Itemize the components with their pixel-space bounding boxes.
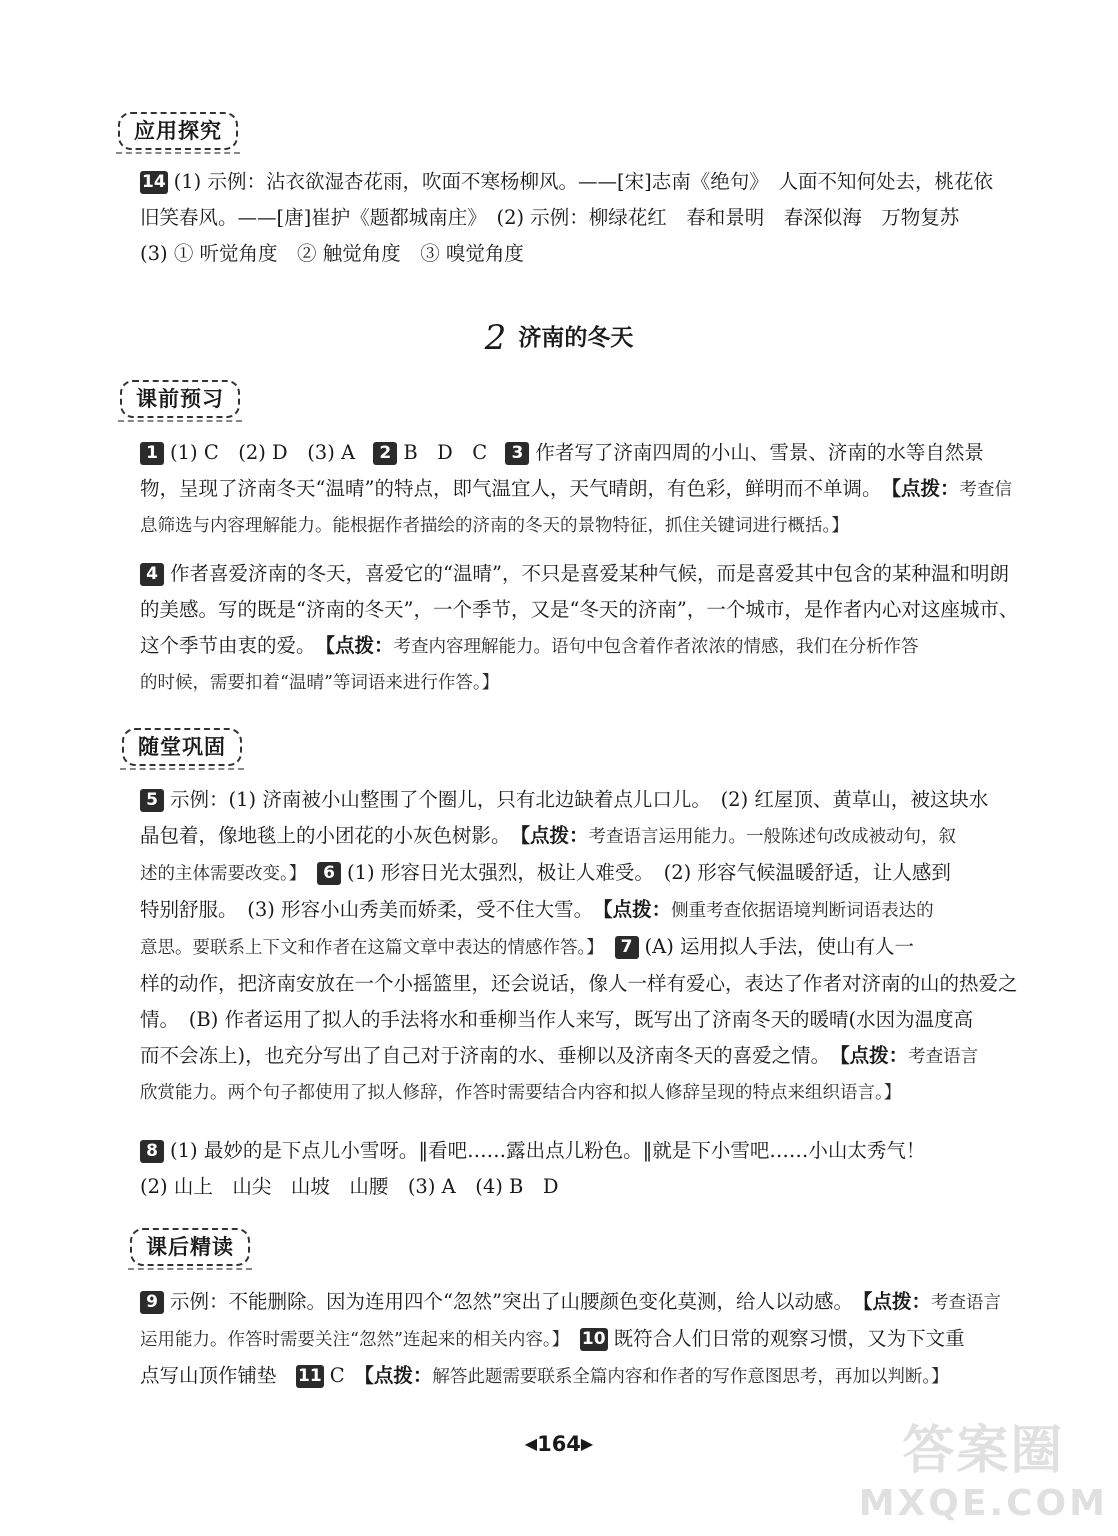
question-number-badge: 8 [140,1140,164,1163]
answer-text: 示例：不能删除。因为连用四个“忽然”突出了山腰颜色变化莫测，给人以动感。 [170,1290,844,1313]
answer-text: 作者喜爱济南的冬天，喜爱它的“温晴”，不只是喜爱某种气候，而是喜爱其中包含的某种温和明朗 [170,562,1009,585]
hint-text: 解答此题需要联系全篇内容和作者的写作意图思考，再加以判断。】 [432,1367,949,1387]
answer-line [140,164,1020,200]
hint-text: 意思。要联系上下文和作者在这篇文章中表达的情感作答。】 [140,938,595,958]
question-number-badge: 6 [317,862,341,885]
answer-text: (1) 示例：沾衣欲湿杏花雨，吹面不寒杨柳风。——[宋]志南《绝句》 人面不知何处去，桃花依 [173,170,993,193]
answer-text: C [329,1364,345,1387]
hint-text: 运用能力。作答时需要关注“忽然”连起来的相关内容。】 [140,1330,561,1350]
question-number-badge: 9 [140,1291,164,1314]
answer-text: 点写山顶作铺垫 [140,1364,277,1387]
answer-text: 样的动作，把济南安放在一个小摇篮里，还会说话，像人一样有爱心，表达了作者对济南的山的热爱之 [140,972,1018,995]
answer-text: (3) ① 听觉角度 ② 触觉角度 ③ 嗅觉角度 [140,242,524,265]
answer-text: 物，呈现了济南冬天“温晴”的特点，即气温宜人，天气晴朗，有色彩，鲜明而不单调。 [140,477,872,500]
hint-text: 考查内容理解能力。语句中包含着作者浓浓的情感，我们在分析作答 [393,637,919,657]
answer-line [140,200,1020,236]
question-number-badge: 1 [140,442,164,465]
hint-text: 考查语言 [930,1293,1001,1313]
answer-line [140,1321,1020,1358]
lesson-title-text: 济南的冬天 [518,325,634,351]
answer-line [140,892,1020,929]
triangle-left-icon: ◀ [524,1434,538,1453]
section-label-yingyong-tanjiu: 应用探究 [118,112,238,150]
hint-label: 【点拨： [862,1290,931,1313]
hint-label: 【点拨： [839,1044,909,1067]
answer-line [140,236,1020,272]
answer-line [140,471,1020,508]
answer-text: (1) 形容日光太强烈，极让人难受。 (2) 形容气候温暖舒适，让人感到 [347,861,951,884]
answer-text: 特别舒服。 (3) 形容小山秀美而娇柔，受不住大雪。 [140,898,584,921]
answer-text: (2) 山上 山尖 山坡 山腰 (3) A (4) B D [140,1175,559,1198]
answer-text: 作者写了济南四周的小山、雪景、济南的水等自然景 [535,441,984,464]
answer-text: 而不会冻上)，也充分写出了自己对于济南的水、垂柳以及济南冬天的喜爱之情。 [140,1044,821,1067]
answer-block-5-7 [140,782,1020,1111]
answer-text: (1) 最妙的是下点儿小雪呀。‖看吧……露出点儿粉色。‖就是下小雪吧……小山太秀气！ [170,1139,926,1162]
answer-line [140,929,1020,966]
hint-label: 【点拨： [891,477,960,500]
answer-block-4 [140,556,1020,701]
answer-line [140,1284,1020,1321]
answer-text: 这个季节由衷的爱。 [140,634,306,657]
answer-line [140,435,1020,471]
question-number-badge: 2 [373,442,397,465]
hint-label: 【点拨： [325,634,394,657]
hint-label: 【点拨： [520,824,589,847]
answer-line [140,1358,1020,1395]
hint-text: 考查语言 [908,1047,979,1067]
answer-line [140,592,1020,628]
answer-text: 旧笑春风。——[唐]崔护《题都城南庄》 (2) 示例：柳绿花红 春和景明 春深似海 万物复苏 [140,206,960,229]
question-number-badge: 11 [298,1366,322,1386]
answer-line [140,1169,1020,1205]
watermark [859,1408,1108,1524]
answer-line [140,628,1020,665]
answer-text: 示例：(1) 济南被小山整围了个圈儿，只有北边缺着点儿口儿。 (2) 红屋顶、黄草山，被这块水 [170,788,989,811]
answer-block-1-3 [140,435,1020,544]
answer-line [140,966,1020,1002]
answer-text: (A) 运用拟人手法，使山有人一 [644,935,915,958]
hint-text: 考查语言运用能力。一般陈述句改成被动句，叙 [588,827,957,847]
answer-text: (1) C (2) D (3) A [170,441,356,464]
hint-line: 息筛选与内容理解能力。能根据作者描绘的济南的冬天的景物特征，抓住关键词进行概括。】 [140,516,849,536]
answer-text: 晶包着，像地毯上的小团花的小灰色树影。 [140,824,501,847]
answer-line [140,1002,1020,1038]
question-number-badge: 10 [581,1329,606,1349]
watermark-url: MXQE.COM [858,1483,1108,1524]
answer-text: 情。 (B) 作者运用了拟人的手法将水和垂柳当作人来写，既写出了济南冬天的暖晴(水因为温度高 [140,1008,974,1031]
answer-line [140,1133,1020,1169]
question-number-badge: 4 [140,563,164,586]
answer-block-14 [140,164,1020,272]
question-number-badge: 3 [505,442,529,465]
lesson-title [0,318,1118,358]
hint-text: 考查信 [959,480,1012,500]
triangle-right-icon: ▶ [580,1434,594,1453]
answer-line [140,782,1020,818]
section-label-kehou-jingdu: 课后精读 [130,1228,250,1266]
answer-text: B D C [403,441,488,464]
hint-line: 欣赏能力。两个句子都使用了拟人修辞，作答时需要结合内容和拟人修辞呈现的特点来组织语言。】 [140,1083,902,1103]
hint-text: 述的主体需要改变。】 [140,864,298,884]
hint-label: 【点拨： [364,1364,433,1387]
section-label-keqian-yuxi: 课前预习 [120,380,240,418]
watermark-text: 答案圈 [902,1421,1065,1481]
question-number-badge: 14 [142,172,166,192]
lesson-number: 2 [484,318,507,358]
answer-line [140,818,1020,855]
answer-text: 的美感。写的既是“济南的冬天”，一个季节，又是“冬天的济南”，一个城市，是作者内心对这座城市、 [140,598,1019,621]
question-number-badge: 7 [615,936,639,959]
page-number-text: 164 [537,1432,581,1456]
answer-line [140,1038,1020,1075]
answer-text: 既符合人们日常的观察习惯，又为下文重 [613,1327,965,1350]
answer-block-8 [140,1133,1020,1205]
hint-label: 【点拨： [602,898,672,921]
answer-line [140,855,1020,892]
hint-line: 的时候，需要扣着“温晴”等词语来进行作答。】 [140,673,500,693]
answer-block-9-11 [140,1284,1020,1395]
question-number-badge: 5 [140,789,164,812]
answer-line [140,556,1020,592]
hint-text: 侧重考查依据语境判断词语表达的 [671,901,934,921]
section-label-suitang-gonggu: 随堂巩固 [122,728,242,766]
